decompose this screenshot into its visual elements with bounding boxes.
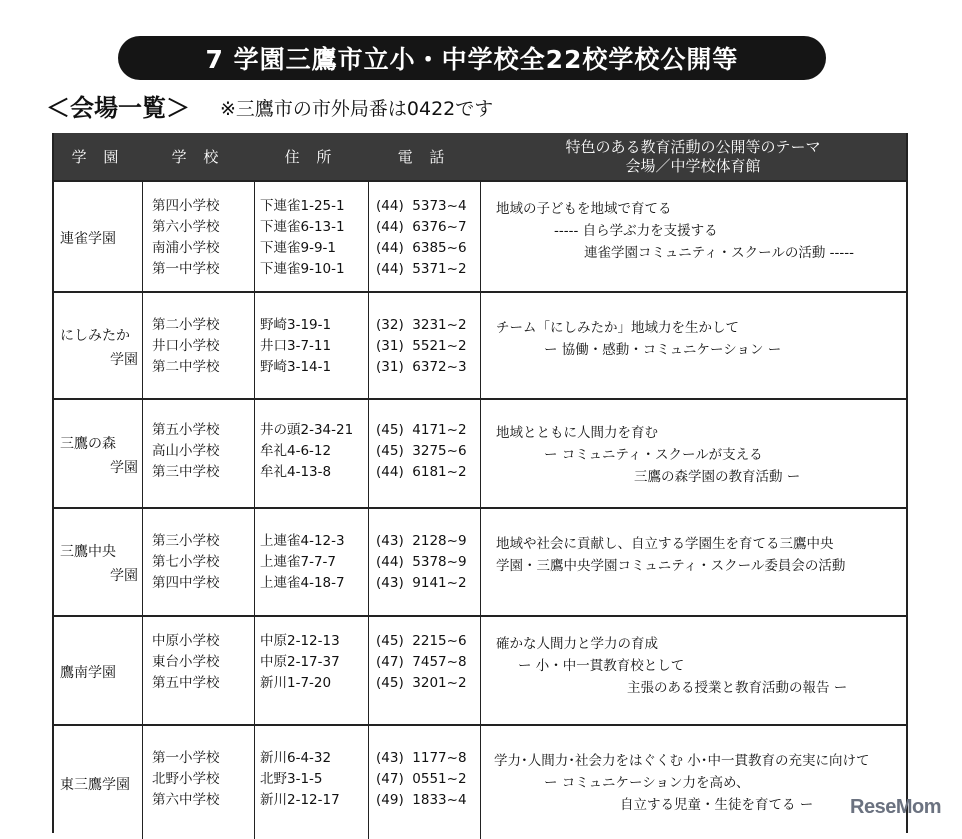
column-divider bbox=[142, 400, 143, 507]
table-row bbox=[54, 291, 906, 398]
table-row bbox=[54, 615, 906, 724]
table-row bbox=[54, 180, 906, 291]
school-name: 第二中学校 bbox=[152, 359, 220, 375]
address: 上連雀7-7-7 bbox=[260, 554, 337, 570]
header-phone: 電 話 bbox=[397, 148, 451, 166]
theme-line: 連雀学園コミュニティ・スクールの活動 ----- bbox=[584, 245, 855, 261]
column-divider bbox=[368, 293, 369, 398]
address: 牟礼4-13-8 bbox=[260, 464, 332, 480]
school-table bbox=[52, 133, 908, 833]
phone-number: (32) 3231~2 bbox=[376, 317, 467, 333]
gakuen-cell bbox=[54, 617, 142, 724]
address: 北野3-1-5 bbox=[260, 771, 323, 787]
theme-line: ー コミュニケーション力を高め、 bbox=[544, 775, 750, 791]
school-name: 東台小学校 bbox=[152, 654, 220, 670]
column-divider bbox=[254, 182, 255, 291]
address: 下連雀9-10-1 bbox=[260, 261, 345, 277]
theme-line: 三鷹の森学園の教育活動 ー bbox=[634, 469, 801, 485]
column-divider bbox=[142, 509, 143, 615]
theme-line: 地域や社会に貢献し、自立する学園生を育てる三鷹中央 bbox=[496, 536, 834, 552]
gakuen-cell bbox=[54, 726, 142, 839]
school-name: 南浦小学校 bbox=[152, 240, 220, 256]
venue-list-heading: ＜会場一覧＞ bbox=[46, 94, 190, 122]
header-theme-line1: 特色のある教育活動の公開等のテーマ bbox=[565, 137, 821, 156]
gakuen-name: 三鷹中央 bbox=[60, 544, 116, 560]
column-divider bbox=[368, 400, 369, 507]
address: 上連雀4-12-3 bbox=[260, 533, 345, 549]
school-name: 第三小学校 bbox=[152, 533, 220, 549]
gakuen-name: 鷹南学園 bbox=[60, 664, 116, 681]
table-row bbox=[54, 724, 906, 839]
school-name: 第四中学校 bbox=[152, 575, 220, 591]
phone-number: (49) 1833~4 bbox=[376, 792, 467, 808]
address: 下連雀1-25-1 bbox=[260, 198, 345, 214]
column-divider bbox=[368, 726, 369, 839]
column-divider bbox=[254, 400, 255, 507]
column-divider bbox=[142, 293, 143, 398]
gakuen-name: 東三鷹学園 bbox=[60, 776, 130, 793]
column-divider bbox=[254, 617, 255, 724]
column-divider bbox=[254, 509, 255, 615]
resemom-logo: ReseMom bbox=[850, 796, 941, 818]
column-divider bbox=[368, 182, 369, 291]
column-divider bbox=[142, 182, 143, 291]
theme-line: 主張のある授業と教育活動の報告 ー bbox=[627, 680, 848, 696]
phone-number: (45) 3201~2 bbox=[376, 675, 467, 691]
school-name-list bbox=[152, 315, 220, 378]
theme-line: ー コミュニティ・スクールが支える bbox=[544, 447, 763, 463]
gakuen-cell bbox=[54, 182, 142, 291]
address: 野崎3-19-1 bbox=[260, 317, 332, 333]
header-theme-line2: 会場／中学校体育館 bbox=[625, 156, 761, 175]
column-divider bbox=[480, 726, 481, 839]
address: 新川1-7-20 bbox=[260, 675, 332, 691]
gakuen-name: 学園 bbox=[110, 351, 138, 368]
phone-number: (45) 2215~6 bbox=[376, 633, 467, 649]
address: 新川6-4-32 bbox=[260, 750, 332, 766]
address-list bbox=[260, 420, 353, 483]
school-name-list bbox=[152, 420, 220, 483]
column-divider bbox=[480, 617, 481, 724]
school-name: 高山小学校 bbox=[152, 443, 220, 459]
school-name: 第七小学校 bbox=[152, 554, 220, 570]
column-divider bbox=[142, 617, 143, 724]
school-name: 第四小学校 bbox=[152, 198, 220, 214]
school-name: 第五小学校 bbox=[152, 422, 220, 438]
header-gakuen: 学 園 bbox=[71, 148, 125, 166]
column-divider bbox=[142, 726, 143, 839]
address-list bbox=[260, 315, 331, 378]
address: 下連雀6-13-1 bbox=[260, 219, 345, 235]
school-name: 第五中学校 bbox=[152, 675, 220, 691]
phone-number: (47) 0551~2 bbox=[376, 771, 467, 787]
phone-number: (44) 6181~2 bbox=[376, 464, 467, 480]
theme-line: ----- 自ら学ぶ力を支援する bbox=[554, 223, 718, 239]
table-header bbox=[54, 133, 906, 180]
phone-number: (45) 3275~6 bbox=[376, 443, 467, 459]
phone-number: (47) 7457~8 bbox=[376, 654, 467, 670]
column-divider bbox=[480, 400, 481, 507]
school-name: 第六中学校 bbox=[152, 792, 220, 808]
gakuen-cell bbox=[54, 400, 142, 507]
address-list bbox=[260, 196, 345, 280]
address-list bbox=[260, 748, 340, 811]
theme-line: 自立する児童・生徒を育てる ー bbox=[620, 797, 814, 813]
phone-number-list bbox=[376, 196, 467, 280]
theme-line: 学園・三鷹中央学園コミュニティ・スクール委員会の活動 bbox=[496, 558, 846, 574]
gakuen-name: 連雀学園 bbox=[60, 230, 116, 247]
address: 上連雀4-18-7 bbox=[260, 575, 345, 591]
gakuen-name: にしみたか bbox=[60, 327, 130, 344]
school-name-list bbox=[152, 631, 220, 694]
phone-number: (44) 6376~7 bbox=[376, 219, 467, 235]
school-name: 第二小学校 bbox=[152, 317, 220, 333]
column-divider bbox=[480, 293, 481, 398]
column-divider bbox=[480, 509, 481, 615]
table-row bbox=[54, 507, 906, 615]
phone-number: (31) 5521~2 bbox=[376, 338, 467, 354]
column-divider bbox=[480, 182, 481, 291]
address: 井の頭2-34-21 bbox=[260, 422, 354, 438]
gakuen-name: 学園 bbox=[110, 459, 138, 476]
school-name: 井口小学校 bbox=[152, 338, 220, 354]
address-list bbox=[260, 631, 340, 694]
phone-number: (44) 5378~9 bbox=[376, 554, 467, 570]
gakuen-name: 三鷹の森 bbox=[60, 435, 116, 452]
address: 中原2-12-13 bbox=[260, 633, 340, 649]
gakuen-cell bbox=[54, 509, 142, 615]
phone-number-list bbox=[376, 748, 467, 811]
column-divider bbox=[254, 293, 255, 398]
gakuen-name: 学園 bbox=[110, 568, 138, 584]
address: 新川2-12-17 bbox=[260, 792, 340, 808]
theme-line: 地域の子どもを地域で育てる bbox=[496, 201, 672, 217]
phone-number-list bbox=[376, 315, 467, 378]
phone-number-list bbox=[376, 631, 467, 694]
address: 井口3-7-11 bbox=[260, 338, 332, 354]
phone-number: (43) 2128~9 bbox=[376, 533, 467, 549]
phone-number: (44) 5373~4 bbox=[376, 198, 467, 214]
theme-line: 地域とともに人間力を育む bbox=[496, 425, 658, 441]
address: 下連雀9-9-1 bbox=[260, 240, 337, 256]
address: 中原2-17-37 bbox=[260, 654, 340, 670]
address: 牟礼4-6-12 bbox=[260, 443, 332, 459]
theme-line: 確かな人間力と学力の育成 bbox=[496, 636, 658, 652]
theme-line: 学力･人間力･社会力をはぐくむ 小･中一貫教育の充実に向けて bbox=[494, 753, 870, 769]
area-code-note: ※三鷹市の市外局番は0422です bbox=[220, 98, 494, 120]
school-name: 第六小学校 bbox=[152, 219, 220, 235]
phone-number: (45) 4171~2 bbox=[376, 422, 467, 438]
school-name: 第一小学校 bbox=[152, 750, 220, 766]
column-divider bbox=[254, 726, 255, 839]
address-list bbox=[260, 531, 345, 594]
address: 野崎3-14-1 bbox=[260, 359, 332, 375]
column-divider bbox=[368, 509, 369, 615]
header-school: 学 校 bbox=[171, 148, 225, 166]
theme-line: チーム「にしみたか」地域力を生かして bbox=[496, 320, 739, 336]
theme-line: ー 小・中一貫教育校として bbox=[518, 658, 685, 674]
school-name-list bbox=[152, 531, 220, 594]
page-title: 7 学園三鷹市立小・中学校全22校学校公開等 bbox=[118, 36, 826, 80]
header-theme bbox=[480, 133, 906, 180]
gakuen-cell bbox=[54, 293, 142, 398]
school-name-list bbox=[152, 196, 220, 280]
school-name: 北野小学校 bbox=[152, 771, 220, 787]
phone-number-list bbox=[376, 420, 467, 483]
table-row bbox=[54, 398, 906, 507]
phone-number: (43) 1177~8 bbox=[376, 750, 467, 766]
phone-number: (44) 5371~2 bbox=[376, 261, 467, 277]
phone-number: (43) 9141~2 bbox=[376, 575, 467, 591]
phone-number: (31) 6372~3 bbox=[376, 359, 467, 375]
school-name: 第三中学校 bbox=[152, 464, 220, 480]
phone-number-list bbox=[376, 531, 467, 594]
column-divider bbox=[368, 617, 369, 724]
theme-line: ー 協働・感動・コミュニケーション ー bbox=[544, 342, 782, 358]
header-address: 住 所 bbox=[284, 148, 338, 166]
school-name: 中原小学校 bbox=[152, 633, 220, 649]
school-name-list bbox=[152, 748, 220, 811]
phone-number: (44) 6385~6 bbox=[376, 240, 467, 256]
school-name: 第一中学校 bbox=[152, 261, 220, 277]
